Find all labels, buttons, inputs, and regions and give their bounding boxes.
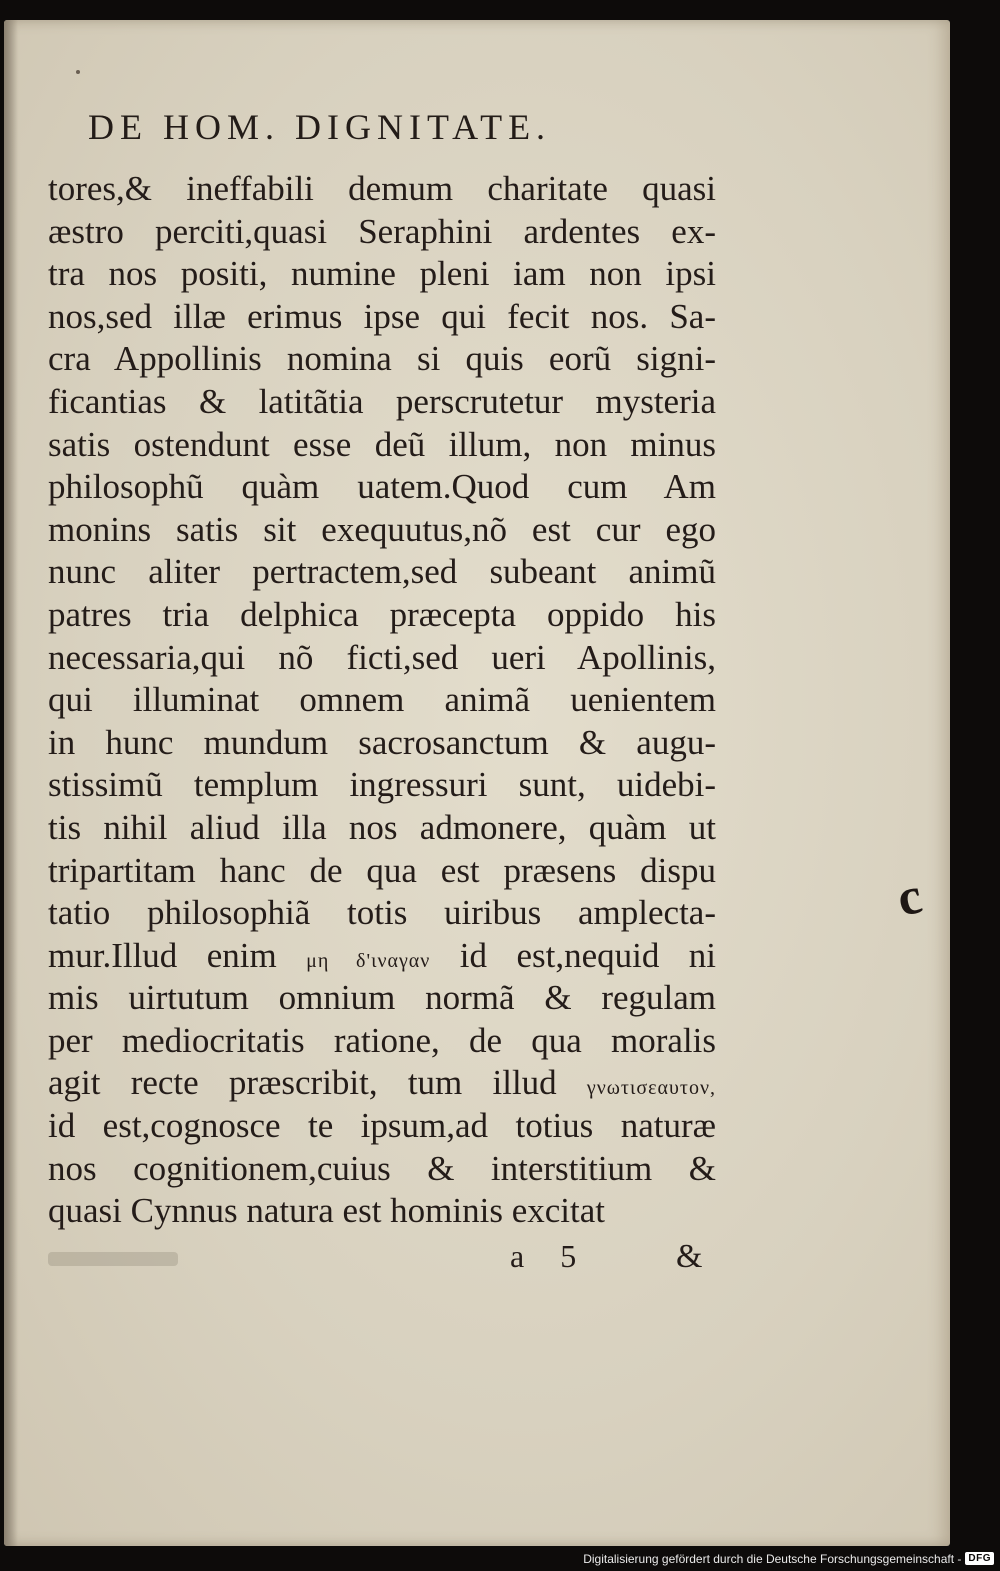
text-line: qui illuminat omnem animã uenientem [48,680,716,720]
text-line: nos cognitionem,cuius & interstitium & [48,1148,716,1188]
credit-bar [0,1546,1000,1571]
catchword: & [676,1238,703,1275]
text-line: cra Appollinis nomina si quis eorũ signi- [48,339,716,379]
text-line: tripartitam hanc de qua est præsens dispu [48,850,716,890]
text-line: satis ostendunt esse deũ illum, non minus [48,424,716,464]
text-line: mis uirtutum omnium normã & regulam [48,978,716,1018]
text-line: tis nihil aliud illa nos admonere, quàm ut [48,807,716,847]
text-line-with-greek [48,935,716,978]
text-line: monins satis sit exequutus,nõ est cur ego [48,509,716,549]
page-gutter-shadow [4,20,18,1546]
text-line: ficantias & latitãtia perscrutetur mysteria [48,381,716,421]
text-line: nos,sed illæ erimus ipse qui fecit nos. Sa- [48,296,716,336]
greek-phrase: γνωτισεαυτον, [586,1077,716,1100]
running-head: DE HOM. DIGNITATE. [88,107,552,147]
text-line: philosophũ quàm uatem.Quod cum Am [48,467,716,507]
page-footer [4,1238,950,1282]
text-line: patres tria delphica præcepta oppido his [48,594,716,634]
book-page [4,20,950,1546]
text-line: quasi Cynnus natura est hominis excitat [48,1191,605,1231]
text-line: tatio philosophiã totis uiribus amplecta- [48,893,716,933]
text-line: stissimũ templum ingressuri sunt, uidebi- [48,765,716,805]
text-line: tra nos positi, numine pleni iam non ipsi [48,254,716,294]
line-text-after-greek: id est,nequid ni [459,935,716,975]
text-line: æstro perciti,quasi Seraphini ardentes ex- [48,211,716,251]
line-text-before-greek: agit recte præscribit, tum illud [48,1063,557,1103]
body-text [48,168,716,1233]
text-line: per mediocritatis ratione, de qua moralis [48,1020,716,1060]
margin-ink-mark: c [892,867,927,928]
text-line: id est,cognosce te ipsum,ad totius naturæ [48,1106,716,1146]
text-line: tores,& ineffabili demum charitate quasi [48,169,716,208]
greek-phrase: μη δ'ιναγαν [306,949,431,972]
credit-text: Digitalisierung gefördert durch die Deutsche Forschungsgemeinschaft - [583,1551,962,1566]
dfg-logo-icon: DFG [965,1552,994,1565]
ink-speck [76,70,80,74]
line-text-before-greek: mur.Illud enim [48,935,277,975]
text-line: in hunc mundum sacrosanctum & augu- [48,722,716,762]
text-line: necessaria,qui nõ ficti,sed ueri Apollinis, [48,637,716,677]
text-line: nunc aliter pertractem,sed subeant animũ [48,552,716,592]
signature-mark: a 5 [510,1238,591,1274]
text-line-with-greek [48,1062,716,1105]
